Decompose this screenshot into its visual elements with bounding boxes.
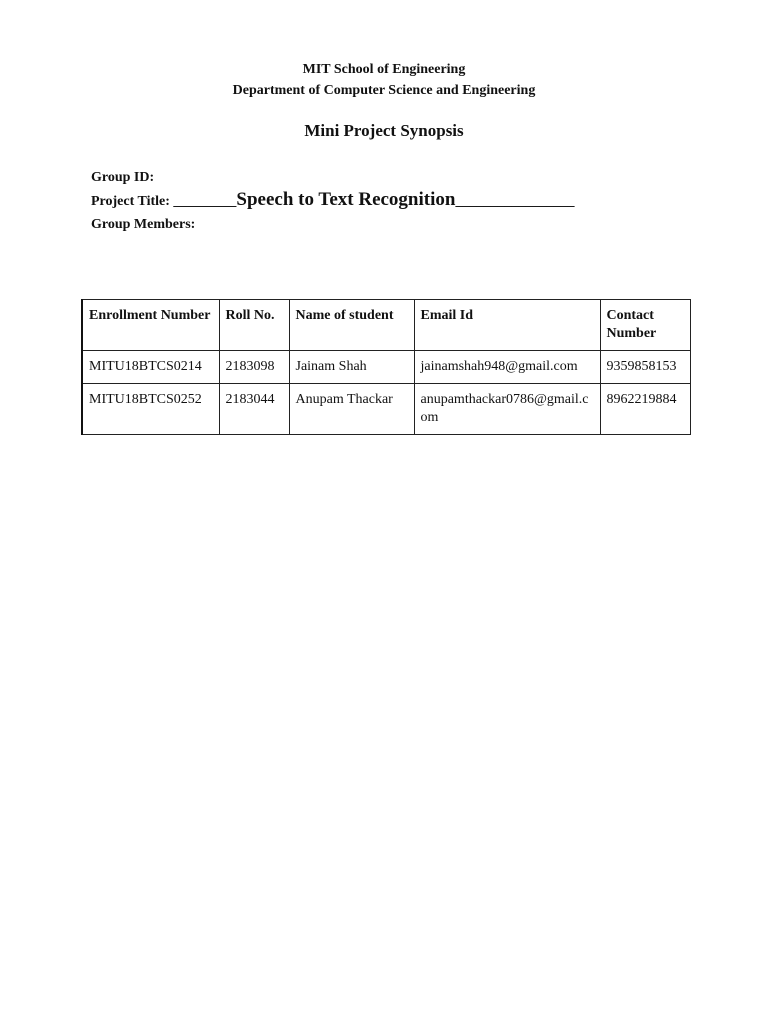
table-header-row [82, 300, 691, 351]
project-title-value: Speech to Text Recognition [236, 189, 456, 210]
enrollment-number-cell: MITU18BTCS0214 [82, 351, 219, 384]
school-name: MIT School of Engineering [302, 62, 466, 77]
student-name-cell: Jainam Shah [289, 351, 414, 384]
table-row [82, 384, 691, 435]
contact-number-cell: 8962219884 [600, 384, 691, 435]
contact-number-header: Contact Number [600, 300, 691, 351]
group-members-label: Group Members: [91, 217, 196, 232]
roll-no-cell: 2183044 [219, 384, 289, 435]
enrollment-number-cell: MITU18BTCS0252 [82, 384, 219, 435]
group-members-table [81, 299, 691, 435]
roll-no-cell: 2183098 [219, 351, 289, 384]
email-cell: anupamthackar0786@gmail.com [414, 384, 600, 435]
email-id-header: Email Id [414, 300, 600, 351]
student-name-cell: Anupam Thackar [289, 384, 414, 435]
project-title-underline: _________________ [455, 194, 575, 209]
roll-no-header: Roll No. [219, 300, 289, 351]
email-cell: jainamshah948@gmail.com [414, 351, 600, 384]
project-title-label: Project Title: _________ [91, 194, 237, 209]
contact-number-cell: 9359858153 [600, 351, 691, 384]
enrollment-number-header: Enrollment Number [82, 300, 219, 351]
group-id-label: Group ID: [91, 170, 155, 185]
document-title: Mini Project Synopsis [304, 121, 464, 140]
department-name: Department of Computer Science and Engineering [232, 83, 536, 98]
table-row [82, 351, 691, 384]
student-name-header: Name of student [289, 300, 414, 351]
project-title-line [91, 189, 574, 211]
